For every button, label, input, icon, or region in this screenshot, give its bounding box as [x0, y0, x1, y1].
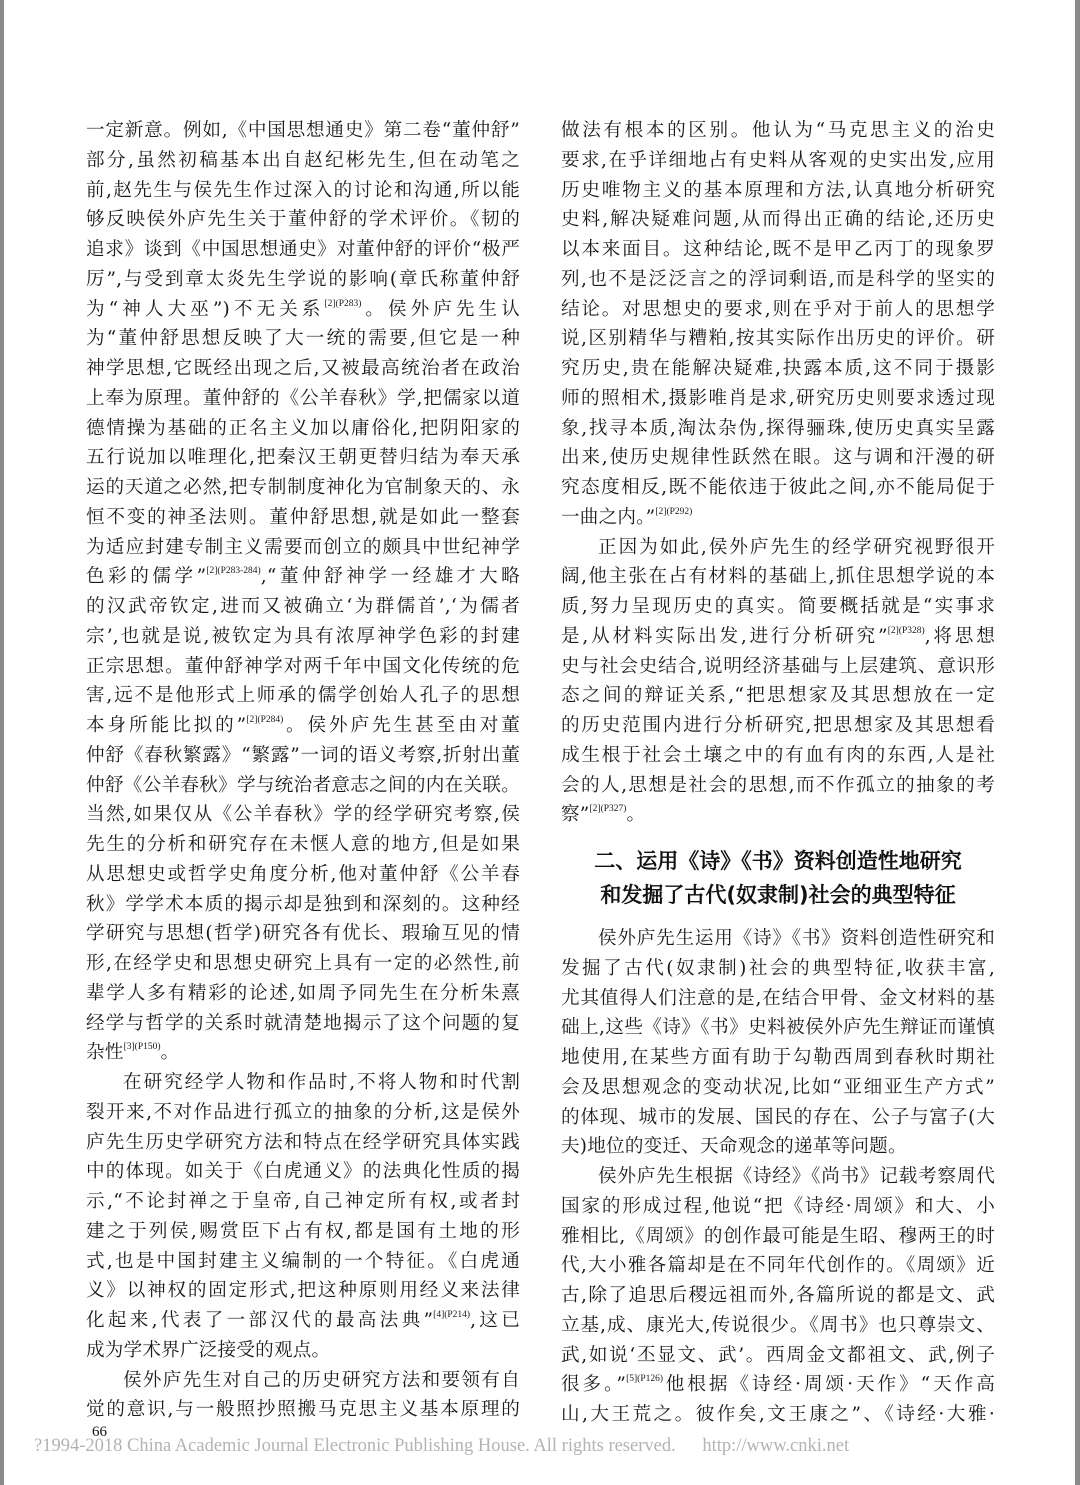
- text-line: [561, 1103, 995, 1133]
- line-text: 庐先生历史学研究方法和特点在经学研究具体实践: [86, 1131, 520, 1153]
- line-text: 一曲之内。”: [561, 506, 656, 528]
- line-text: 在研究经学人物和作品时,不将人物和时代割: [123, 1072, 520, 1093]
- text-line: [86, 1217, 520, 1247]
- line-text: 仲舒《公羊春秋》学与统治者意志之间的内在关联。: [86, 774, 520, 796]
- text-line: [86, 1038, 520, 1068]
- page-edge-right: [1075, 0, 1080, 1485]
- text-line: [561, 592, 995, 622]
- text-line: [86, 533, 520, 563]
- text-line: [561, 1400, 995, 1430]
- text-line: [86, 1247, 520, 1277]
- line-text: 结论。对思想史的要求,则在乎对于前人的思想学: [561, 298, 995, 320]
- line-text: 从思想史或哲学史角度分析,他对董仲舒《公羊春: [86, 863, 520, 885]
- left-column: [86, 116, 520, 1425]
- line-text: 出来,使历史规律性跃然在眼。这与调和汗漫的研: [561, 447, 995, 469]
- text-line: [86, 503, 520, 533]
- line-text: 前,赵先生与侯先生作过深入的讨论和沟通,所以能: [86, 179, 520, 201]
- text-line: [86, 265, 520, 295]
- line-text: 立基,成、康光大,传说很少。《周书》也只尊崇文、: [561, 1314, 995, 1336]
- line-text: 厉”,与受到章太炎先生学说的影响(章氏称董仲舒: [86, 268, 520, 290]
- line-text: 为“神人大巫”)不无关系: [86, 298, 325, 320]
- text-line: [561, 443, 995, 473]
- line-text-after-citation: ,这已: [470, 1310, 520, 1331]
- text-line: [561, 235, 995, 265]
- text-line: [561, 1370, 995, 1400]
- text-line: [86, 1336, 520, 1366]
- text-line: [561, 681, 995, 711]
- text-line: [86, 949, 520, 979]
- line-text: 化起来,代表了一部汉代的最高法典”: [86, 1310, 434, 1331]
- line-text: 裂开来,不对作品进行孤立的抽象的分析,这是侯外: [86, 1101, 520, 1123]
- text-line: [561, 1013, 995, 1043]
- text-line: [561, 414, 995, 444]
- text-line: [561, 295, 995, 325]
- line-text: 义》以神权的固定形式,把这种原则用经义来法律: [86, 1280, 520, 1302]
- line-text: 究历史,贵在能解决疑难,抉露本质,这不同于摄影: [561, 358, 995, 379]
- line-text: 础上,这些《诗》《书》史料被侯外庐先生辩证而谨慎: [561, 1017, 995, 1039]
- line-text: 中的体现。如关于《白虎通义》的法典化性质的揭: [86, 1161, 520, 1183]
- line-text: 当然,如果仅从《公羊春秋》学的经学研究考察,侯: [86, 804, 520, 826]
- text-line: [561, 1251, 995, 1281]
- citation-reference: [4](P214): [433, 1310, 471, 1320]
- line-text: 形,在经学史和思想史研究上具有一定的必然性,前: [86, 953, 520, 974]
- line-text: 为适应封建专制主义需要而创立的颇具中世纪神学: [86, 536, 520, 558]
- section-heading-line-2: 和发掘了古代(奴隶制)社会的典型特征: [600, 883, 956, 907]
- line-text: 够反映侯外庐先生关于董仲舒的学术评价。《韧的: [86, 209, 520, 231]
- line-text-after-citation: 。侯外庐先生认: [361, 298, 520, 320]
- text-line: [86, 919, 520, 949]
- text-line: [561, 800, 995, 830]
- citation-reference: [2](P283-284): [206, 566, 261, 577]
- text-line: [86, 1157, 520, 1187]
- footer-url[interactable]: http://www.cnki.net: [702, 1436, 850, 1456]
- text-line: [561, 984, 995, 1014]
- text-line: [86, 1128, 520, 1158]
- text-line: [86, 235, 520, 265]
- line-text: 本身所能比拟的”: [86, 715, 247, 736]
- text-line: [86, 176, 520, 206]
- text-line: [86, 205, 520, 235]
- line-text: 很多。”: [561, 1374, 627, 1396]
- line-text: 正宗思想。董仲舒神学对两千年中国文化传统的危: [86, 655, 520, 677]
- line-text: 上奉为原理。董仲舒的《公羊春秋》学,把儒家以道: [86, 387, 520, 409]
- line-text: 宗’,也就是说,被钦定为具有浓厚神学色彩的封建: [86, 625, 520, 647]
- line-text: 史料,解决疑难问题,从而得出正确的结论,还历史: [561, 209, 995, 231]
- line-text: 师的照相术,摄影唯肖是求,研究历史则要求透过现: [561, 387, 995, 409]
- line-text-after-citation: 。侯外庐先生甚至由对董: [283, 715, 521, 736]
- text-line: [86, 1366, 520, 1396]
- text-line: [561, 503, 995, 533]
- line-text: 追求》谈到《中国思想通史》对董仲舒的评价“极严: [86, 239, 520, 260]
- text-line: [561, 1043, 995, 1073]
- line-text: 成生根于社会土壤之中的有血有肉的东西,人是社: [561, 744, 995, 766]
- line-text: 侯外庐先生运用《诗》《书》资料创造性研究和: [598, 928, 995, 949]
- line-text: 一定新意。例如,《中国思想通史》第二卷“董仲舒”: [86, 120, 520, 141]
- line-text: 山,大王荒之。彼作矣,文王康之”、《诗经·大雅·: [561, 1404, 995, 1425]
- line-text-after-citation: 。: [160, 1042, 180, 1064]
- line-text: 夫)地位的变迁、天命观念的递革等问题。: [561, 1136, 907, 1158]
- text-line: [86, 592, 520, 622]
- text-line: [86, 1187, 520, 1217]
- line-text-after-citation: ,将思想: [924, 625, 995, 647]
- text-line: [86, 295, 520, 325]
- line-text: 以本来面目。这种结论,既不是甲乙丙丁的现象罗: [561, 239, 995, 260]
- line-text: 武,如说‘丕显文、武’。西周金文都祖文、武,例子: [561, 1344, 995, 1366]
- text-line: [561, 1341, 995, 1371]
- text-line: [86, 830, 520, 860]
- line-text: 象,找寻本质,淘汰杂伪,探得骊珠,使历史真实呈露: [561, 417, 995, 439]
- line-text-after-citation: 他根据《诗经·周颂·天作》“天作高: [663, 1374, 995, 1396]
- line-text: 做法有根本的区别。他认为“马克思主义的治史: [561, 120, 995, 141]
- line-text: 为“董仲舒思想反映了大一统的需要,但它是一种: [86, 328, 520, 350]
- line-text: 式,也是中国封建主义编制的一个特征。《白虎通: [86, 1250, 520, 1272]
- line-text: 秋》学学术本质的揭示却是独到和深刻的。这种经: [86, 893, 520, 915]
- text-line: [86, 800, 520, 830]
- text-line: [86, 1395, 520, 1425]
- right-column: [561, 116, 995, 1430]
- text-line: [86, 116, 520, 146]
- text-line: [561, 562, 995, 592]
- line-text: 建之于列侯,赐赏臣下占有权,都是国有土地的形: [86, 1220, 520, 1242]
- text-line: [561, 473, 995, 503]
- citation-reference: [3](P150): [123, 1042, 161, 1053]
- text-line: [561, 533, 995, 563]
- text-line: [86, 622, 520, 652]
- text-line: [86, 771, 520, 801]
- line-text: 史与社会史结合,说明经济基础与上层建筑、意识形: [561, 655, 995, 677]
- text-line: [86, 354, 520, 384]
- section-heading-line-1: 二、运用《诗》《书》资料创造性地研究: [594, 849, 962, 873]
- line-text: 德情操为基础的正名主义加以庸俗化,把阴阳家的: [86, 417, 520, 439]
- line-text: 的历史范围内进行分析研究,把思想家及其思想看: [561, 715, 995, 736]
- text-line: [561, 652, 995, 682]
- line-text: 正因为如此,侯外庐先生的经学研究视野很开: [598, 536, 995, 558]
- line-text: 经学与哲学的关系时就清楚地揭示了这个问题的复: [86, 1012, 520, 1034]
- line-text: 色彩的儒学”: [86, 566, 207, 588]
- line-text: 古,除了追思后稷远祖而外,各篇所说的都是文、武: [561, 1285, 995, 1306]
- line-text: 辈学人多有精彩的论述,如周予同先生在分析朱熹: [86, 982, 520, 1004]
- line-text: 示,“不论封禅之于皇帝,自己神定所有权,或者封: [86, 1191, 520, 1212]
- text-line: [86, 711, 520, 741]
- text-line: [86, 979, 520, 1009]
- line-text: 会的人,思想是社会的思想,而不作孤立的抽象的考: [561, 774, 995, 796]
- page-number: 66: [92, 1424, 107, 1440]
- text-line: [86, 384, 520, 414]
- line-text: 神学思想,它既经出现之后,又被最高统治者在政治: [86, 358, 520, 379]
- text-line: [86, 860, 520, 890]
- text-line: [561, 1162, 995, 1192]
- line-text: 质,努力呈现历史的真实。简要概括就是“实事求: [561, 596, 995, 617]
- text-line: [561, 711, 995, 741]
- text-line: [86, 890, 520, 920]
- line-text: 杂性: [86, 1042, 124, 1064]
- text-line: [86, 473, 520, 503]
- text-line: [561, 1192, 995, 1222]
- citation-reference: [2](P327): [589, 804, 627, 815]
- line-text: 五行说加以唯理化,把秦汉王朝更替归结为奉天承: [86, 447, 520, 469]
- line-text: 运的天道之必然,把专制制度神化为官制象天的、永: [86, 477, 520, 498]
- text-line: [86, 1098, 520, 1128]
- citation-reference: [2](P283): [324, 298, 362, 309]
- text-line: [86, 324, 520, 354]
- line-text: 是,从材料实际出发,进行分析研究”: [561, 625, 888, 647]
- line-text: 究态度相反,既不能依违于彼此之间,亦不能局促于: [561, 477, 995, 498]
- text-line: [561, 384, 995, 414]
- line-text: 发掘了古代(奴隶制)社会的典型特征,收获丰富,: [561, 957, 995, 979]
- line-text: 害,远不是他形式上师承的儒学创始人孔子的思想: [86, 685, 520, 707]
- line-text: 列,也不是泛泛言之的浮词剩语,而是科学的坚实的: [561, 268, 995, 290]
- line-text: 恒不变的神圣法则。董仲舒思想,就是如此一整套: [86, 506, 520, 528]
- text-line: [561, 1311, 995, 1341]
- text-line: [86, 1276, 520, 1306]
- line-text: 态之间的辩证关系,“把思想家及其思想放在一定: [561, 685, 995, 707]
- section-heading: [561, 844, 995, 912]
- text-line: [86, 562, 520, 592]
- line-text: 地使用,在某些方面有助于勾勒西周到春秋时期社: [561, 1047, 995, 1068]
- text-line: [561, 1222, 995, 1252]
- page-edge-left: [0, 0, 4, 1485]
- line-text: 说,区别精华与糟粕,按其实际作出历史的评价。研: [561, 328, 995, 350]
- text-line: [561, 176, 995, 206]
- line-text: 学研究与思想(哲学)研究各有优长、瑕瑜互见的情: [86, 923, 520, 945]
- line-text: 代,大小雅各篇却是在不同年代创作的。《周颂》近: [561, 1255, 995, 1277]
- text-line: [86, 1068, 520, 1098]
- citation-reference: [2](P328): [887, 625, 925, 636]
- line-text: 仲舒《春秋繁露》“繁露”一词的语义考察,折射出董: [86, 744, 520, 766]
- line-text: 尤其值得人们注意的是,在结合甲骨、金文材料的基: [561, 987, 995, 1009]
- text-line: [86, 681, 520, 711]
- line-text: 历史唯物主义的基本原理和方法,认真地分析研究: [561, 179, 995, 201]
- line-text-after-citation: ,“董仲舒神学一经雄才大略: [260, 566, 520, 588]
- text-line: [86, 1306, 520, 1336]
- text-line: [86, 1009, 520, 1039]
- footer-copyright: ?1994-2018 China Academic Journal Electronic Publishing House. All rights reserved.: [34, 1436, 676, 1456]
- text-line: [561, 265, 995, 295]
- line-text: 先生的分析和研究存在未惬人意的地方,但是如果: [86, 834, 520, 855]
- text-line: [561, 116, 995, 146]
- right-column-text-after-heading: [561, 924, 995, 1430]
- line-text: 国家的形成过程,他说“把《诗经·周颂》和大、小: [561, 1195, 995, 1217]
- line-text: 要求,在乎详细地占有史料从客观的史实出发,应用: [561, 149, 995, 171]
- text-line: [561, 1073, 995, 1103]
- right-column-text-before-heading: [561, 116, 995, 830]
- line-text: 会及思想观念的变动状况,比如“亚细亚生产方式”: [561, 1076, 995, 1098]
- text-line: [561, 205, 995, 235]
- text-line: [561, 1132, 995, 1162]
- line-text: 侯外庐先生根据《诗经》《尚书》记载考察周代: [598, 1166, 995, 1187]
- text-line: [86, 741, 520, 771]
- line-text: 雅相比,《周颂》的创作最可能是生昭、穆两王的时: [561, 1225, 995, 1247]
- text-line: [561, 771, 995, 801]
- text-line: [86, 652, 520, 682]
- text-line: [86, 146, 520, 176]
- text-line: [561, 324, 995, 354]
- text-line: [561, 924, 995, 954]
- text-line: [561, 1281, 995, 1311]
- line-text: 阔,他主张在占有材料的基础上,抓住思想学说的本: [561, 566, 995, 588]
- citation-reference: [5](P126): [626, 1374, 664, 1385]
- text-line: [561, 146, 995, 176]
- line-text: 部分,虽然初稿基本出自赵纪彬先生,但在动笔之: [86, 149, 520, 171]
- line-text: 的汉武帝钦定,进而又被确立‘为群儒首’,‘为儒者: [86, 596, 520, 617]
- text-line: [561, 622, 995, 652]
- line-text: 成为学术界广泛接受的观点。: [86, 1339, 331, 1361]
- citation-reference: [2](P284): [246, 715, 284, 725]
- line-text: 觉的意识,与一般照抄照搬马克思主义基本原理的: [86, 1399, 520, 1421]
- text-line: [561, 741, 995, 771]
- line-text: 侯外庐先生对自己的历史研究方法和要领有自: [123, 1369, 520, 1391]
- line-text: 的体现、城市的发展、国民的存在、公子与富子(大: [561, 1106, 995, 1128]
- citation-reference: [2](P292): [655, 506, 693, 517]
- text-line: [86, 443, 520, 473]
- line-text: 察”: [561, 804, 590, 826]
- text-line: [561, 354, 995, 384]
- text-line: [86, 414, 520, 444]
- text-line: [561, 954, 995, 984]
- line-text-after-citation: 。: [626, 804, 646, 826]
- footer: [34, 1436, 1034, 1457]
